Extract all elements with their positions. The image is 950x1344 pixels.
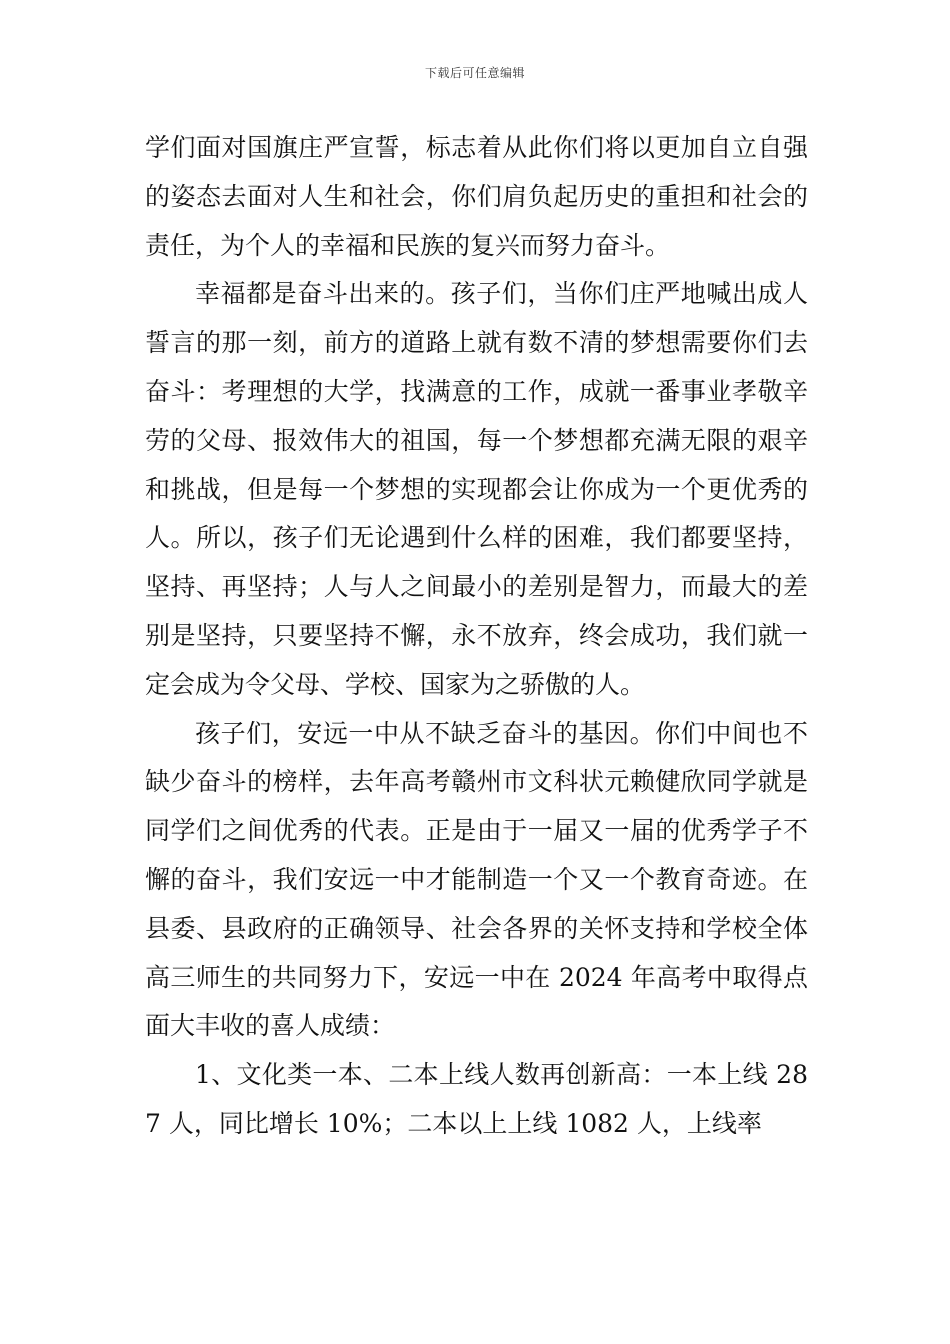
paragraph-happiness: 幸福都是奋斗出来的。孩子们，当你们庄严地喊出成人誓言的那一刻，前方的道路上就有数不清的梦想需要你们去奋斗：考理想的大学，找满意的工作，成就一番事业孝敬辛劳的父母、报效伟大的祖国，每一个梦想都充满无限的艰辛和挑战，但是每一个梦想的实现都会让你成为一个更优秀的人。所以，孩子们无论遇到什么样的困难，我们都要坚持，坚持、再坚持；人与人之间最小的差别是智力，而最大的差别是坚持，只要坚持不懈，永不放弃，终会成功，我们就一定会成为令父母、学校、国家为之骄傲的人。 bbox=[145, 279, 808, 699]
paragraph-continuation: 学们面对国旗庄严宣誓，标志着从此你们将以更加自立自强的姿态去面对人生和社会，你们肩负起历史的重担和社会的责任，为个人的幸福和民族的复兴而努力奋斗。 bbox=[145, 133, 808, 260]
paragraph-school-tradition: 孩子们，安远一中从不缺乏奋斗的基因。你们中间也不缺少奋斗的榜样，去年高考赣州市文科状元赖健欣同学就是同学们之间优秀的代表。正是由于一届又一届的优秀学子不懈的奋斗，我们安远一中才能制造一个又一个教育奇迹。在县委、县政府的正确领导、社会各界的关怀支持和学校全体高三师生的共同努力下，安远一中在 2024 年高考中取得点面大丰收的喜人成绩： bbox=[145, 718, 808, 1041]
paragraph-exam-results: 1、文化类一本、二本上线人数再创新高：一本上线 287 人，同比增长 10%；二本以上上线 1082 人，上线率 bbox=[145, 1060, 808, 1138]
page-header-note: 下载后可任意编辑 bbox=[424, 66, 525, 80]
body-text bbox=[145, 124, 808, 1149]
